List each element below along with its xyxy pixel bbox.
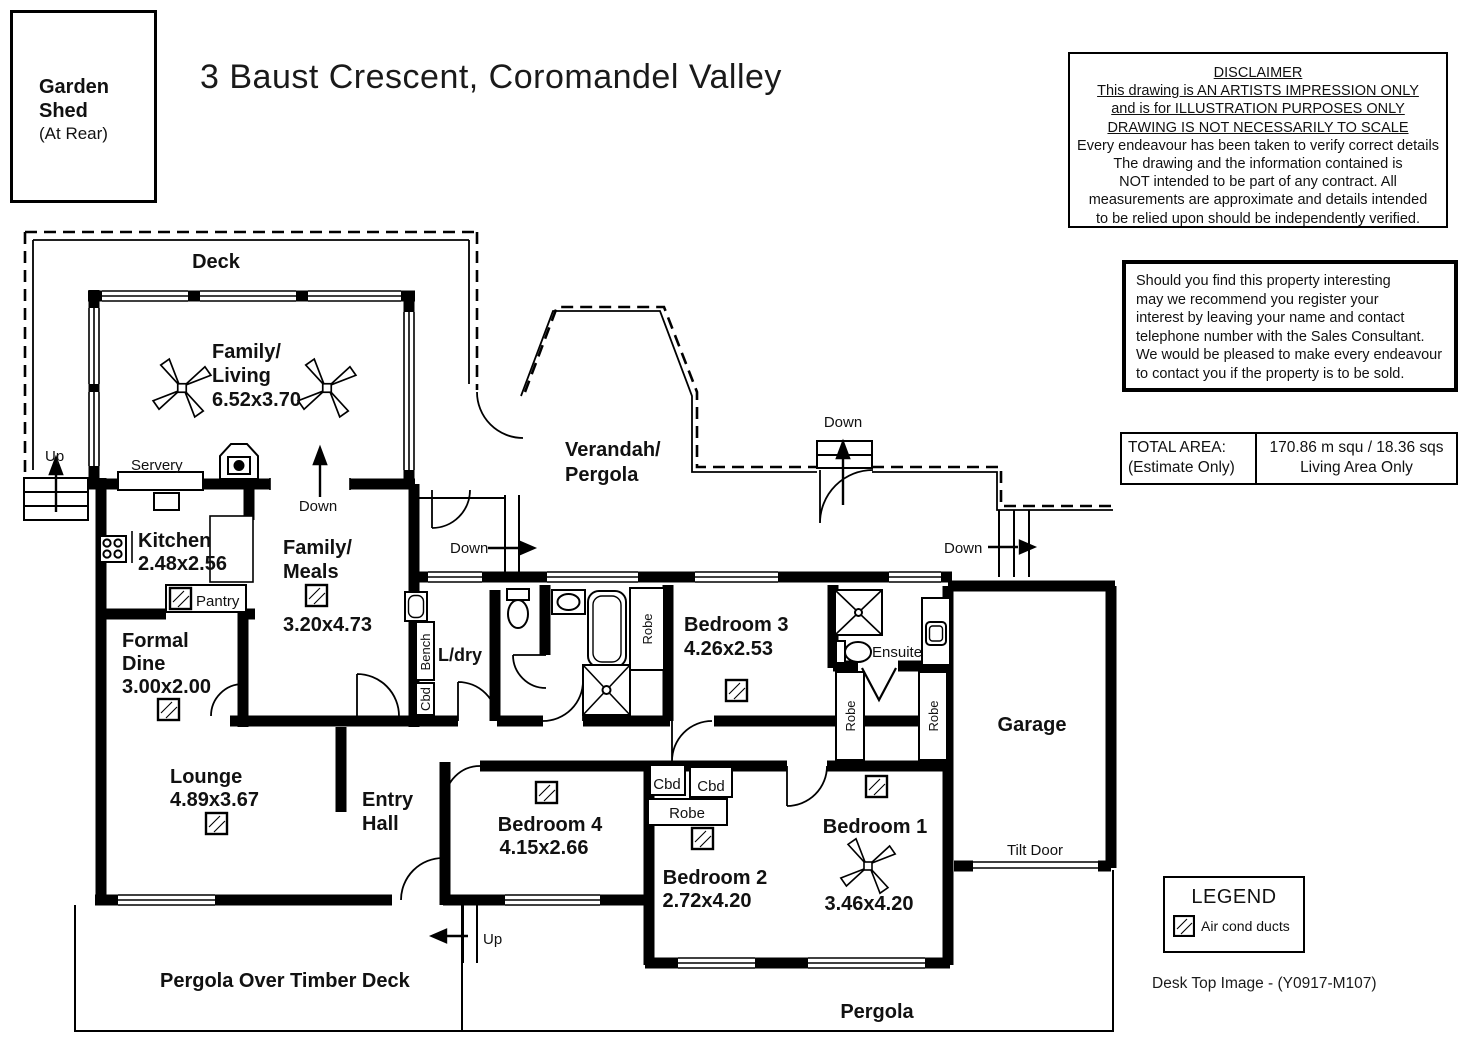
robe-label: Robe: [669, 805, 705, 822]
garden-shed-label-3: (At Rear): [39, 124, 108, 143]
air-duct-legend-icon: [1173, 915, 1195, 937]
bedroom2-dims: 2.72x4.20: [662, 890, 752, 912]
disclaimer-box: [1068, 52, 1448, 228]
family-living-label-2: Living: [212, 365, 271, 387]
ceiling-fan-icon: [841, 839, 895, 893]
entry-hall-label-1: Entry: [362, 789, 414, 811]
ceiling-fan-icon: [298, 359, 356, 417]
total-area-box: [1120, 432, 1458, 485]
garden-shed-box: [10, 10, 157, 203]
down-label: Down: [298, 498, 338, 515]
laundry-label: L/dry: [438, 645, 483, 665]
formal-dine-label-2: Dine: [122, 653, 166, 675]
kitchen-dims: 2.48x2.56: [138, 553, 227, 575]
verandah-label-1: Verandah/: [565, 439, 661, 461]
page-title: 3 Baust Crescent, Coromandel Valley: [200, 58, 782, 96]
total-area-sublabel: (Estimate Only): [1128, 459, 1235, 476]
robe-label: Robe: [926, 700, 941, 732]
register-line: telephone number with the Sales Consultant.: [1136, 328, 1425, 345]
ensuite-label: Ensuite: [872, 644, 923, 661]
register-line: to contact you if the property is to be sold.: [1136, 365, 1405, 382]
verandah-label-2: Pergola: [565, 464, 639, 486]
ceiling-fan-icon: [153, 359, 211, 417]
up-label: Up: [45, 448, 65, 465]
register-line: We would be pleased to make every endeavour: [1136, 347, 1443, 363]
family-meals-label-2: Meals: [283, 561, 339, 583]
bedroom3-label: Bedroom 3: [684, 614, 789, 636]
legend-box: [1163, 876, 1305, 953]
disclaimer-line: This drawing is AN ARTISTS IMPRESSION ONLY: [1097, 83, 1419, 100]
disclaimer-line: measurements are approximate and details intended: [1088, 192, 1428, 209]
bedroom3-dims: 4.26x2.53: [684, 638, 773, 660]
entry-hall-label-2: Hall: [362, 813, 399, 835]
family-living-label-1: Family/: [212, 341, 281, 363]
garden-shed-label-1: Garden: [39, 76, 110, 98]
bedroom4-dims: 4.15x2.66: [499, 837, 589, 859]
pergola-label: Pergola: [840, 1001, 914, 1023]
pantry-label: Pantry: [196, 593, 240, 610]
register-interest-box: [1122, 260, 1458, 392]
air-duct-icon: [206, 813, 227, 834]
disclaimer-line: DRAWING IS NOT NECESSARILY TO SCALE: [1107, 119, 1409, 136]
bench-label: Bench: [418, 633, 433, 671]
air-duct-icon: [306, 585, 327, 606]
total-area-subvalue: Living Area Only: [1300, 459, 1413, 476]
bedroom2-label: Bedroom 2: [662, 867, 768, 889]
disclaimer-line: DISCLAIMER: [1213, 65, 1303, 81]
up-label: Up: [483, 931, 503, 948]
bedroom1-dims: 3.46x4.20: [824, 893, 914, 915]
family-living-dims: 6.52x3.70: [212, 389, 301, 411]
air-duct-icon: [158, 699, 179, 720]
legend-title: LEGEND: [1191, 886, 1277, 908]
air-duct-icon: [692, 828, 713, 849]
air-duct-icon: [170, 588, 191, 609]
air-duct-icon: [866, 776, 887, 797]
register-line: Should you find this property interesting: [1136, 273, 1391, 289]
deck-label: Deck: [192, 251, 240, 273]
kitchen-label: Kitchen: [138, 530, 212, 552]
down-label: Down: [944, 540, 983, 557]
formal-dine-dims: 3.00x2.00: [122, 676, 211, 698]
disclaimer-line: Every endeavour has been taken to verify correct details: [1077, 137, 1439, 154]
pergola-deck-label: Pergola Over Timber Deck: [160, 970, 410, 992]
cbd-label: Cbd: [418, 687, 433, 711]
servery-label: Servery: [131, 457, 183, 474]
bedroom1-label: Bedroom 1: [822, 816, 928, 838]
down-label: Down: [823, 414, 863, 431]
robe-label: Robe: [640, 613, 655, 645]
disclaimer-line: and is for ILLUSTRATION PURPOSES ONLY: [1111, 101, 1405, 118]
formal-dine-label-1: Formal: [122, 630, 189, 652]
air-duct-icon: [536, 782, 557, 803]
bedroom4-label: Bedroom 4: [497, 814, 603, 836]
register-line: interest by leaving your name and contact: [1136, 310, 1405, 326]
garage-label: Garage: [997, 714, 1067, 736]
register-line: may we recommend you register your: [1136, 291, 1379, 308]
cbd-label: Cbd: [653, 776, 681, 793]
image-code: Desk Top Image - (Y0917-M107): [1152, 975, 1377, 992]
total-area-label: TOTAL AREA:: [1128, 439, 1226, 456]
family-meals-label-1: Family/: [283, 537, 352, 559]
tilt-door-label: Tilt Door: [1006, 842, 1064, 859]
family-meals-dims: 3.20x4.73: [283, 614, 372, 636]
lounge-label: Lounge: [170, 766, 243, 788]
disclaimer-line: NOT intended to be part of any contract. All: [1119, 174, 1397, 191]
garden-shed-label-2: Shed: [39, 100, 88, 122]
cbd-label: Cbd: [697, 778, 725, 795]
legend-duct-label: Air cond ducts: [1201, 918, 1290, 934]
robe-label: Robe: [843, 700, 858, 732]
down-label: Down: [450, 540, 489, 557]
lounge-dims: 4.89x3.67: [170, 789, 259, 811]
air-duct-icon: [726, 680, 747, 701]
disclaimer-line: to be relied upon should be independently verified.: [1095, 210, 1421, 227]
total-area-value: 170.86 m squ / 18.36 sqs: [1269, 439, 1444, 456]
disclaimer-line: The drawing and the information contained is: [1113, 156, 1403, 173]
